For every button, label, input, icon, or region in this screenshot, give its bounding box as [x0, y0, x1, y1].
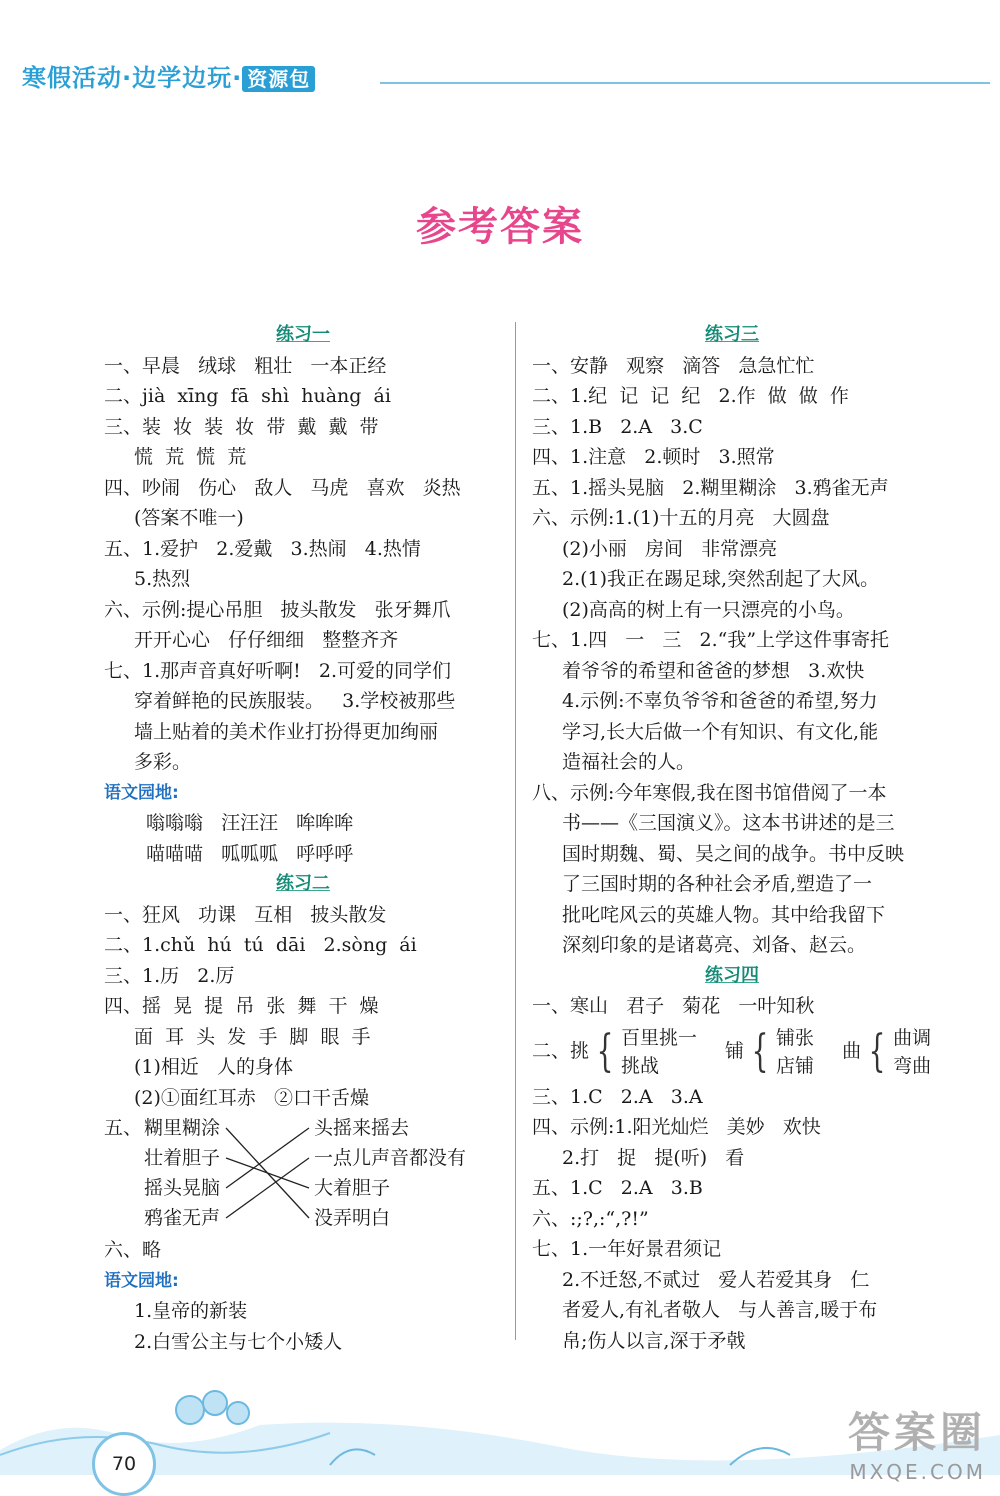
ex2-line: 二、1.chǔ hú tú dāi 2.sòng ái: [104, 934, 417, 956]
match-prefix: 五、: [104, 1117, 143, 1139]
match-right-item: 一点儿声音都没有: [314, 1147, 467, 1169]
brace-item: 铺张: [776, 1026, 815, 1049]
ex3-line: 着爷爷的希望和爸爸的梦想 3.欢快: [562, 659, 865, 682]
ex4-line: 三、1.C 2.A 3.A: [532, 1085, 703, 1108]
section-title-ex1: 练习一: [276, 324, 330, 345]
header-brand: [22, 58, 315, 93]
ex4-line: 者爱人,有礼者敬人 与人善言,暖于布: [562, 1299, 878, 1321]
brace-head: 曲: [842, 1040, 862, 1063]
ex1-line: 四、吵闹 伤心 敌人 马虎 喜欢 炎热: [104, 476, 461, 499]
ex3-line: 学习,长大后做一个有知识、有文化,能: [562, 720, 879, 743]
ex3-line: 造福社会的人。: [562, 751, 696, 773]
ex1-line: 墙上贴着的美术作业打扮得更加绚丽: [134, 720, 439, 743]
match-right-item: 头摇来摇去: [314, 1117, 410, 1139]
right-column: [532, 320, 932, 1356]
brace-icon: {: [868, 1025, 886, 1077]
ex3-line: 批叱咤风云的英雄人物。其中给我留下: [562, 903, 886, 926]
ex1-line: 多彩。: [134, 751, 192, 773]
section-title-ex3: 练习三: [705, 324, 759, 345]
match-connector-line: [226, 1158, 309, 1218]
page-title: 参考答案: [416, 204, 584, 250]
header-rule: [380, 82, 990, 84]
ex1-line: 穿着鲜艳的民族服装。 3.学校被那些: [134, 690, 456, 712]
ex3-line: 国时期魏、蜀、吴之间的战争。书中反映: [562, 842, 905, 865]
ex4-line: 一、寒山 君子 菊花 一叶知秋: [532, 995, 815, 1017]
match-connector-line: [226, 1128, 309, 1188]
ex2-line: 面 耳 头 发 手 脚 眼 手: [134, 1025, 371, 1048]
ex4-brace-row: [532, 1022, 932, 1082]
ex3-line: 二、1.纪 记 记 纪 2.作 做 做 作: [532, 385, 849, 407]
brace-item: 挑战: [621, 1054, 660, 1077]
match-connector-line: [226, 1158, 309, 1188]
brace-item: 曲调: [893, 1026, 932, 1049]
ex4-line: 四、示例:1.阳光灿烂 美妙 欢快: [532, 1116, 821, 1138]
ex3-line: (2)小丽 房间 非常漂亮: [562, 537, 778, 560]
ex1-line: 三、装 妆 装 妆 带 戴 戴 带: [104, 415, 379, 438]
ex1-line: 开开心心 仔仔细细 整整齐齐: [134, 629, 399, 651]
match-right-item: 大着胆子: [314, 1177, 391, 1199]
brace-icon: {: [751, 1025, 769, 1077]
ex2-line: 三、1.历 2.厉: [104, 964, 235, 987]
match-left-item: 摇头晃脑: [144, 1177, 221, 1199]
ex4-line: 2.不迁怒,不贰过 爱人若爱其身 仁: [562, 1268, 870, 1291]
ex1-line: 六、示例:提心吊胆 披头散发 张牙舞爪: [104, 598, 451, 621]
ex3-line: 4.示例:不辜负爷爷和爸爸的希望,努力: [562, 690, 878, 712]
ex3-line: 书——《三国演义》。这本书讲述的是三: [562, 812, 895, 834]
watermark-url: MXQE.COM: [849, 1460, 986, 1484]
ex1-line: 5.热烈: [134, 568, 191, 590]
ex3-line: (2)高高的树上有一只漂亮的小鸟。: [562, 598, 855, 621]
ex3-line: 了三国时期的各种社会矛盾,塑造了一: [562, 873, 873, 895]
brace-item: 店铺: [776, 1054, 815, 1077]
section-title-ex4: 练习四: [705, 964, 759, 986]
watermark: [848, 1400, 986, 1484]
ex3-line: 七、1.四 一 三 2.“我”上学这件事寄托: [532, 629, 890, 651]
ex3-line: 五、1.摇头晃脑 2.糊里糊涂 3.鸦雀无声: [532, 476, 889, 499]
section-title-ex2: 练习二: [276, 873, 330, 894]
matching-exercise: [104, 1113, 502, 1235]
brand-main: 寒假活动·边学边玩·: [22, 64, 243, 92]
brace-group: [893, 1024, 931, 1080]
watermark-logo: 答案圈: [847, 1408, 986, 1457]
brace-item: 弯曲: [893, 1054, 932, 1077]
brace-head: 铺: [725, 1040, 745, 1063]
ex2-six: 六、略: [104, 1239, 162, 1261]
ex1-line: 五、1.爱护 2.爱戴 3.热闹 4.热情: [104, 537, 421, 560]
brace-prefix: 二、挑: [532, 1040, 590, 1063]
ex3-line: 一、安静 观察 滴答 急急忙忙: [532, 354, 815, 377]
ex4-line: 五、1.C 2.A 3.B: [532, 1177, 703, 1199]
ex1-line: 一、早晨 绒球 粗壮 一本正经: [104, 354, 387, 377]
ex3-line: 四、1.注意 2.顿时 3.照常: [532, 446, 775, 468]
garden-line: 喵喵喵 呱呱呱 呼呼呼: [146, 842, 354, 865]
brace-group: [621, 1024, 697, 1080]
brace-icon: {: [596, 1025, 614, 1077]
column-divider: [515, 322, 516, 1340]
ex3-line: 八、示例:今年寒假,我在图书馆借阅了一本: [532, 781, 887, 804]
ex2-line: (2)①面红耳赤 ②口干舌燥: [134, 1086, 370, 1109]
match-right-item: 没弄明白: [314, 1207, 391, 1229]
ex1-line: 慌 荒 慌 荒: [134, 446, 247, 468]
ex1-line: 七、1.那声音真好听啊! 2.可爱的同学们: [104, 659, 452, 682]
ex3-line: 2.(1)我正在踢足球,突然刮起了大风。: [562, 568, 880, 590]
brace-group: [776, 1024, 814, 1080]
match-left-item: 壮着胆子: [144, 1147, 221, 1169]
match-left-item: 鸦雀无声: [144, 1207, 221, 1229]
ex2-line: (1)相近 人的身体: [134, 1056, 294, 1078]
page-number: 70: [92, 1432, 156, 1496]
ex2-line: 一、狂风 功课 互相 披头散发: [104, 903, 387, 926]
ex2-line: 四、摇 晃 提 吊 张 舞 干 燥: [104, 995, 379, 1017]
garden-label: 语文园地:: [104, 782, 179, 803]
garden-label: 语文园地:: [104, 1270, 179, 1291]
ex1-line: (答案不唯一): [134, 507, 244, 529]
ex3-line: 深刻印象的是诸葛亮、刘备、赵云。: [562, 934, 867, 956]
ex4-line: 帛;伤人以言,深于矛戟: [562, 1329, 746, 1352]
match-left-item: 糊里糊涂: [144, 1117, 221, 1139]
ex1-line: 二、jià xīng fā shì huàng ái: [104, 385, 391, 407]
garden-line: 1.皇帝的新装: [134, 1300, 248, 1322]
ex4-line: 七、1.一年好景君须记: [532, 1238, 722, 1260]
ex4-line: 六、:;?,:“,?!”: [532, 1207, 649, 1230]
garden-line: 嗡嗡嗡 汪汪汪 哞哞哞: [146, 812, 354, 834]
left-column: [104, 320, 502, 1357]
ex3-line: 六、示例:1.(1)十五的月亮 大圆盘: [532, 507, 830, 529]
brand-tag: 资源包: [242, 66, 315, 92]
ex4-line: 2.打 捉 提(听) 看: [562, 1146, 745, 1169]
ex3-line: 三、1.B 2.A 3.C: [532, 415, 703, 438]
garden-line: 2.白雪公主与七个小矮人: [134, 1330, 343, 1353]
match-lines: [104, 1113, 502, 1235]
brace-item: 百里挑一: [621, 1026, 698, 1049]
